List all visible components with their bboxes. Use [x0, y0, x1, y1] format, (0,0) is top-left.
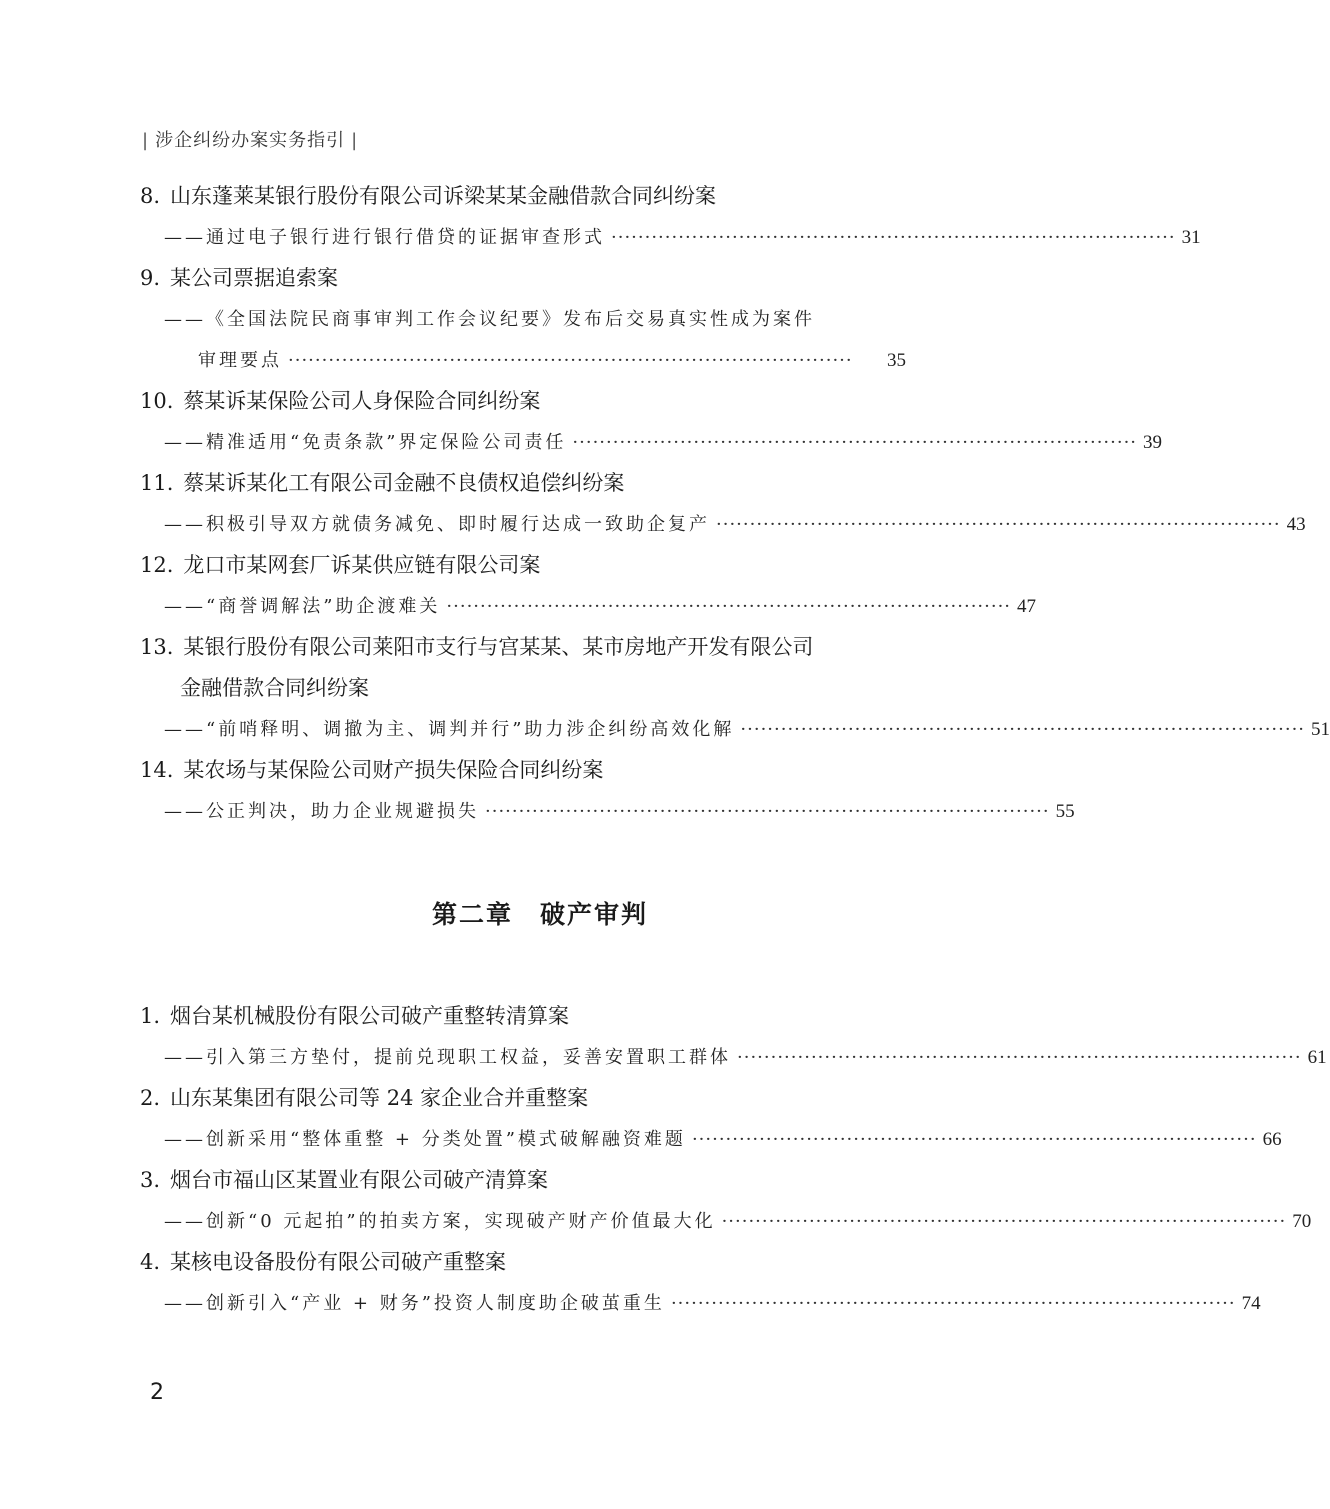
entry-subtitle: ——公正判决，助力企业规避损失 ···················································································· 55 [140, 791, 906, 832]
header-bar-left: | [142, 130, 150, 151]
toc-entry-ch2-2[interactable] [140, 1078, 1282, 1160]
toc-entry-8[interactable] [140, 176, 1201, 258]
entry-subtitle: ——创新采用“整体重整 + 分类处置”模式破解融资难题 ···················································································· 66 [140, 1119, 906, 1160]
entry-title: 14. 某农场与某保险公司财产损失保险合同纠纷案 [140, 758, 604, 782]
page-ref: 35 [887, 350, 906, 371]
chapter-heading: 第二章 破产审判 [431, 900, 648, 929]
entry-title: 1. 烟台某机械股份有限公司破产重整转清算案 [140, 1004, 570, 1028]
entry-title-cont: 金融借款合同纠纷案 [180, 676, 369, 700]
page-ref: 39 [1143, 432, 1163, 453]
entry-title: 8. 山东蓬莱某银行股份有限公司诉梁某某金融借款合同纠纷案 [140, 184, 717, 208]
entry-title: 3. 烟台市福山区某置业有限公司破产清算案 [140, 1168, 549, 1192]
page-ref: 61 [1307, 1047, 1327, 1068]
book-title: 涉企纠纷办案实务指引 [155, 130, 346, 151]
leader-dots: ···················································································· [611, 227, 1176, 248]
entry-subtitle: ——创新引入“产业 + 财务”投资人制度助企破茧重生 ···················································································· 74 [140, 1283, 906, 1324]
toc-entry-13[interactable] [140, 627, 1330, 750]
entry-subtitle: ——创新“0 元起拍”的拍卖方案，实现破产财产价值最大化 ···················································································· 70 [140, 1201, 906, 1242]
entry-title: 13. 某银行股份有限公司莱阳市支行与宫某某、某市房地产开发有限公司 [140, 635, 814, 659]
page-ref: 43 [1286, 514, 1306, 535]
toc-section-2 [140, 996, 1327, 1324]
leader-dots: ···················································································· [691, 1129, 1257, 1150]
page-ref: 31 [1181, 227, 1201, 248]
leader-dots: ···················································································· [740, 719, 1306, 740]
toc-section-1 [140, 176, 1330, 832]
entry-subtitle: ——通过电子银行进行银行借贷的证据审查形式 ···················································································· 31 [140, 217, 906, 258]
entry-title: 11. 蔡某诉某化工有限公司金融不良债权追偿纠纷案 [140, 471, 625, 495]
entry-title: 12. 龙口市某网套厂诉某供应链有限公司案 [140, 553, 541, 577]
entry-subtitle: ——积极引导双方就债务减免、即时履行达成一致助企复产 ···················································································· 43 [140, 504, 906, 545]
entry-title: 4. 某核电设备股份有限公司破产重整案 [140, 1250, 507, 1274]
entry-subtitle: ——“商誉调解法”助企渡难关 ···················································································· 47 [140, 586, 906, 627]
page-ref: 47 [1017, 596, 1037, 617]
toc-entry-12[interactable] [140, 545, 1037, 627]
running-header [136, 126, 364, 152]
entry-subtitle: ——引入第三方垫付，提前兑现职工权益，妥善安置职工群体 ···················································································· 61 [140, 1037, 906, 1078]
leader-dots: ···················································································· [670, 1293, 1236, 1314]
leader-dots: ···················································································· [721, 1211, 1287, 1232]
entry-subtitle: ——“前哨释明、调撤为主、调判并行”助力涉企纠纷高效化解 ···················································································· 51 [140, 709, 906, 750]
entry-subtitle-cont: 审理要点 ···················································································· 35 [140, 340, 906, 381]
toc-entry-9[interactable] [140, 258, 906, 381]
entry-subtitle: ——精准适用“免责条款”界定保险公司责任 ···················································································· 39 [140, 422, 906, 463]
page-ref: 74 [1241, 1293, 1261, 1314]
entry-title: 2. 山东某集团有限公司等 24 家企业合并重整案 [140, 1086, 589, 1110]
leader-dots: ···················································································· [737, 1047, 1302, 1068]
header-bar-right: | [351, 130, 359, 151]
page-ref: 66 [1262, 1129, 1282, 1150]
leader-dots: ···················································································· [446, 596, 1012, 617]
toc-entry-ch2-4[interactable] [140, 1242, 1261, 1324]
toc-entry-ch2-1[interactable] [140, 996, 1327, 1078]
toc-entry-11[interactable] [140, 463, 1306, 545]
leader-dots: ···················································································· [716, 514, 1281, 535]
page-ref: 55 [1055, 801, 1075, 822]
toc-entry-ch2-3[interactable] [140, 1160, 1312, 1242]
leader-dots: ···················································································· [288, 350, 853, 371]
toc-entry-10[interactable] [140, 381, 1163, 463]
entry-subtitle: ——《全国法院民商事审判工作会议纪要》发布后交易真实性成为案件 [164, 309, 815, 330]
leader-dots: ···················································································· [572, 432, 1138, 453]
page-ref: 51 [1311, 719, 1330, 740]
entry-title: 10. 蔡某诉某保险公司人身保险合同纠纷案 [140, 389, 541, 413]
entry-title: 9. 某公司票据追索案 [140, 266, 339, 290]
leader-dots: ···················································································· [485, 801, 1050, 822]
page-number: 2 [150, 1380, 164, 1405]
page-ref: 70 [1292, 1211, 1312, 1232]
toc-entry-14[interactable] [140, 750, 1075, 832]
